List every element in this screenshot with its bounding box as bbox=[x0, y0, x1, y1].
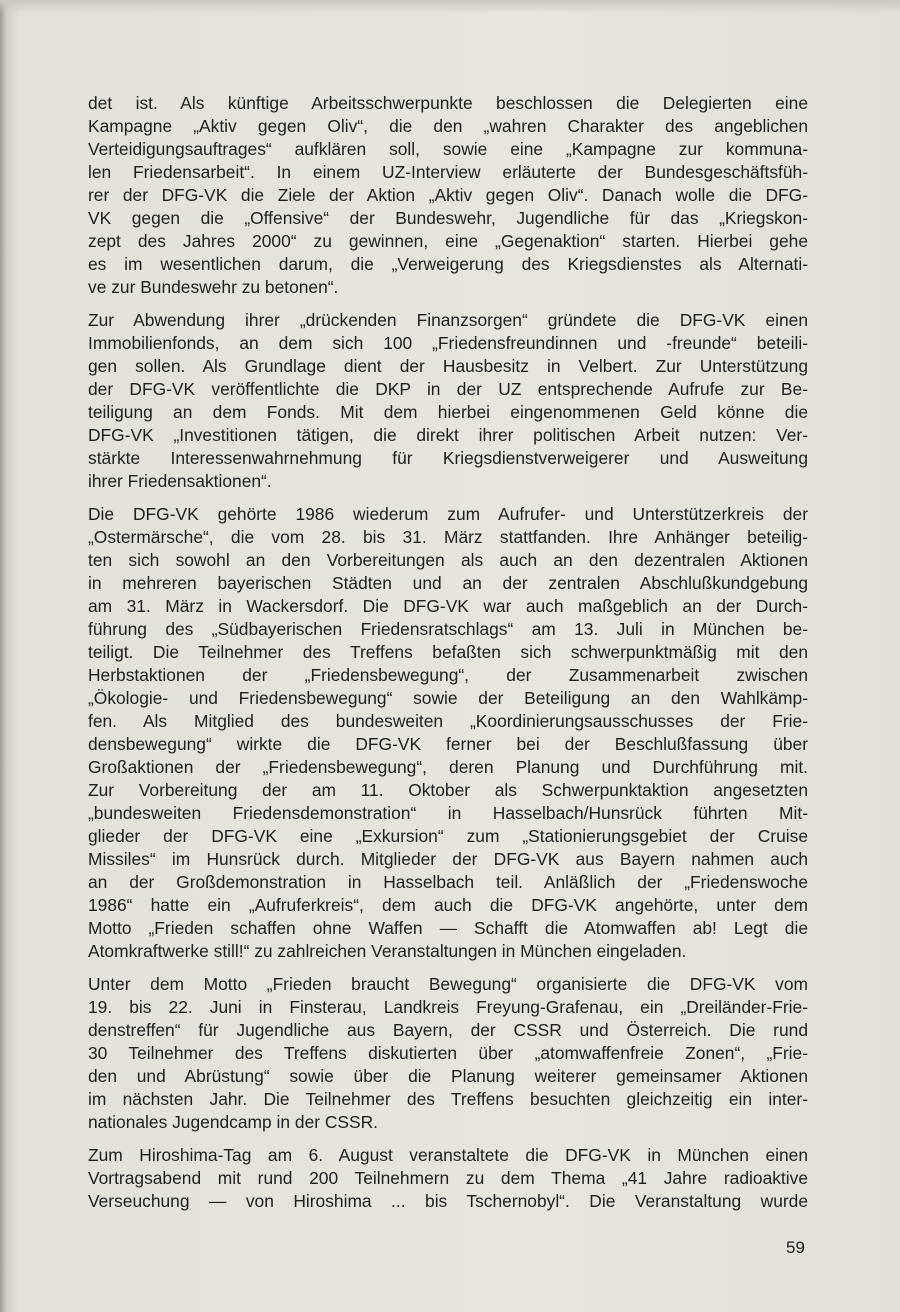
paragraph bbox=[88, 309, 808, 493]
text-line: 30 Teilnehmer des Treffens diskutierten über „atomwaffenfreie Zonen“, „Frie- bbox=[88, 1043, 808, 1063]
text-line: Unter dem Motto „Frieden braucht Bewegung“ organisierte die DFG-VK vom bbox=[88, 974, 808, 994]
text-line: zept des Jahres 2000“ zu gewinnen, eine „Gegenaktion“ starten. Hierbei gehe bbox=[88, 231, 808, 251]
page-number: 59 bbox=[786, 1238, 805, 1257]
text-line: den und Abrüstung“ sowie über die Planung weiterer gemeinsamer Aktionen bbox=[88, 1066, 808, 1086]
text-line: der DFG-VK veröffentlichte die DKP in der UZ entsprechende Aufrufe zur Be- bbox=[88, 379, 808, 399]
text-line: nationales Jugendcamp in der CSSR. bbox=[88, 1112, 379, 1132]
text-line: Herbstaktionen der „Friedensbewegung“, der Zusammenarbeit zwischen bbox=[88, 665, 808, 685]
text-line: DFG-VK „Investitionen tätigen, die direkt ihrer politischen Arbeit nutzen: Ver- bbox=[88, 425, 808, 445]
text-line: ten sich sowohl an den Vorbereitungen als auch an den dezentralen Aktionen bbox=[88, 550, 808, 570]
text-line: Verteidigungsauftrages“ aufklären soll, sowie eine „Kampagne zur kommuna- bbox=[88, 139, 808, 159]
text-line: Zum Hiroshima-Tag am 6. August veranstaltete die DFG-VK in München einen bbox=[88, 1145, 808, 1165]
text-line: Verseuchung — von Hiroshima ... bis Tschernobyl“. Die Veranstaltung wurde bbox=[88, 1191, 808, 1211]
text-line: gen sollen. Als Grundlage dient der Hausbesitz in Velbert. Zur Unterstützung bbox=[88, 356, 808, 376]
text-line: rer der DFG-VK die Ziele der Aktion „Aktiv gegen Oliv“. Danach wolle die DFG- bbox=[88, 185, 808, 205]
text-line: Missiles“ im Hunsrück durch. Mitglieder der DFG-VK aus Bayern nahmen auch bbox=[88, 849, 808, 869]
text-line: an der Großdemonstration in Hasselbach teil. Anläßlich der „Friedenswoche bbox=[88, 872, 808, 892]
text-line: Die DFG-VK gehörte 1986 wiederum zum Aufrufer- und Unterstützerkreis der bbox=[88, 504, 808, 524]
text-line: „Ostermärsche“, die vom 28. bis 31. März stattfanden. Ihre Anhänger beteilig- bbox=[88, 527, 808, 547]
text-line: teiligt. Die Teilnehmer des Treffens befaßten sich schwerpunktmäßig mit den bbox=[88, 642, 808, 662]
text-line: Kampagne „Aktiv gegen Oliv“, die den „wahren Charakter des angeblichen bbox=[88, 116, 808, 136]
text-line: teiligung an dem Fonds. Mit dem hierbei eingenommenen Geld könne die bbox=[88, 402, 808, 422]
scan-shadow bbox=[0, 0, 900, 14]
text-line: 19. bis 22. Juni in Finsterau, Landkreis Freyung-Grafenau, ein „Dreiländer-Frie- bbox=[88, 997, 808, 1017]
text-line: Vortragsabend mit rund 200 Teilnehmern zu dem Thema „41 Jahre radioaktive bbox=[88, 1168, 808, 1188]
text-line: am 31. März in Wackersdorf. Die DFG-VK war auch maßgeblich an der Durch- bbox=[88, 596, 808, 616]
text-line: stärkte Interessenwahrnehmung für Kriegsdienstverweigerer und Ausweitung bbox=[88, 448, 808, 468]
text-line: VK gegen die „Offensive“ der Bundeswehr, Jugendliche für das „Kriegskon- bbox=[88, 208, 808, 228]
text-line: det ist. Als künftige Arbeitsschwerpunkte beschlossen die Delegierten eine bbox=[88, 93, 808, 113]
paragraph bbox=[88, 973, 808, 1134]
text-line: Immobilienfonds, an dem sich 100 „Friedensfreundinnen und -freunde“ beteili- bbox=[88, 333, 808, 353]
text-line: len Friedensarbeit“. In einem UZ-Interview erläuterte der Bundesgeschäftsfüh- bbox=[88, 162, 808, 182]
text-line: Motto „Frieden schaffen ohne Waffen — Schafft die Atomwaffen ab! Legt die bbox=[88, 918, 808, 938]
text-line: fen. Als Mitglied des bundesweiten „Koordinierungsausschusses der Frie- bbox=[88, 711, 808, 731]
text-line: denstreffen“ für Jugendliche aus Bayern, der CSSR und Österreich. Die rund bbox=[88, 1020, 808, 1040]
text-line: Großaktionen der „Friedensbewegung“, deren Planung und Durchführung mit. bbox=[88, 757, 808, 777]
text-line: 1986“ hatte ein „Aufruferkreis“, dem auch die DFG-VK angehörte, unter dem bbox=[88, 895, 808, 915]
body-text bbox=[88, 92, 808, 1223]
text-line: Zur Vorbereitung der am 11. Oktober als Schwerpunktaktion angesetzten bbox=[88, 780, 808, 800]
text-line: ihrer Friedensaktionen“. bbox=[88, 471, 272, 491]
text-line: densbewegung“ wirkte die DFG-VK ferner bei der Beschlußfassung über bbox=[88, 734, 808, 754]
text-line: führung des „Südbayerischen Friedensratschlags“ am 13. Juli in München be- bbox=[88, 619, 808, 639]
text-line: „bundesweiten Friedensdemonstration“ in Hasselbach/Hunsrück führten Mit- bbox=[88, 803, 808, 823]
text-line: in mehreren bayerischen Städten und an der zentralen Abschlußkundgebung bbox=[88, 573, 808, 593]
text-line: ve zur Bundeswehr zu betonen“. bbox=[88, 277, 339, 297]
text-line: „Ökologie- und Friedensbewegung“ sowie der Beteiligung an den Wahlkämp- bbox=[88, 688, 808, 708]
text-line: es im wesentlichen darum, die „Verweigerung des Kriegsdienstes als Alternati- bbox=[88, 254, 808, 274]
paragraph bbox=[88, 1144, 808, 1213]
text-line: Atomkraftwerke still!“ zu zahlreichen Veranstaltungen in München eingeladen. bbox=[88, 941, 687, 961]
text-line: im nächsten Jahr. Die Teilnehmer des Treffens besuchten gleichzeitig ein inter- bbox=[88, 1089, 808, 1109]
paragraph bbox=[88, 92, 808, 299]
paragraph bbox=[88, 503, 808, 963]
text-line: Zur Abwendung ihrer „drückenden Finanzsorgen“ gründete die DFG-VK einen bbox=[88, 310, 808, 330]
text-line: glieder der DFG-VK eine „Exkursion“ zum „Stationierungsgebiet der Cruise bbox=[88, 826, 808, 846]
